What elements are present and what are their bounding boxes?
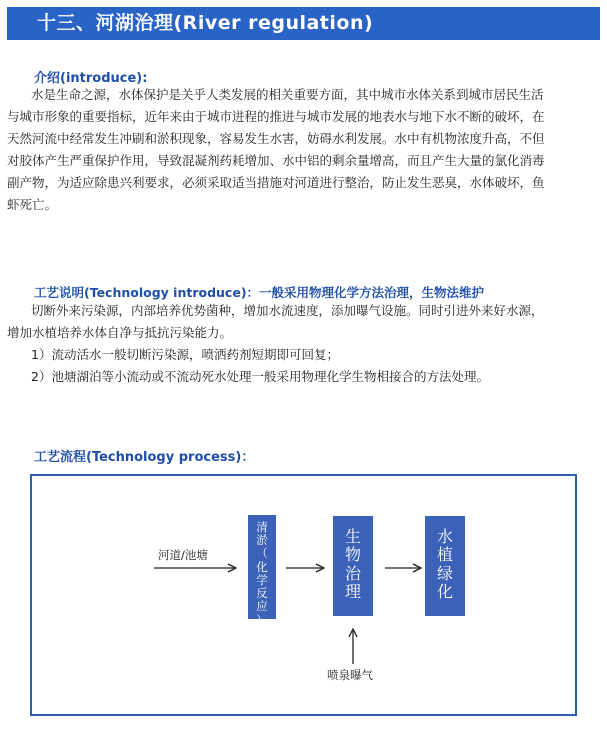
tech-line: 增加水植培养水体自净与抵抗污染能力。: [7, 325, 233, 340]
step-bio-treatment: 生 物 治 理: [333, 516, 373, 616]
intro-line: 天然河流中经常发生冲刷和淤积现象，容易发生水害，妨碍水利发展。水中有机物浓度升高，不但: [7, 131, 545, 146]
page-title: 十三、河湖治理(River regulation): [7, 7, 600, 40]
intro-line: 水是生命之源，水体保护是关乎人类发展的相关重要方面，其中城市水体关系到城市居民生活: [31, 87, 544, 102]
input-label: 河道/池塘: [158, 548, 208, 562]
tech-line: 切断外来污染源，内部培养优势菌种，增加水流速度，添加曝气设施。同时引进外来好水源，: [31, 303, 544, 318]
intro-line: 副产物，为适应除患兴利要求，必须采取适当措施对河道进行整治，防止发生恶臭，水体破坏，鱼: [7, 175, 545, 190]
tech-paragraph: [7, 300, 602, 388]
intro-line: 对胶体产生严重保护作用，导致混凝剂药耗增加、水中铝的剩余量增高，而且产生大量的氯化消毒: [7, 153, 545, 168]
intro-line: 虾死亡。: [7, 197, 58, 212]
intro-heading: 介绍(introduce):: [34, 71, 148, 86]
process-diagram: [30, 474, 577, 716]
aeration-label: 喷泉曝气: [327, 668, 373, 682]
intro-line: 与城市形象的重要指标，近年来由于城市进程的推进与城市发展的地表水与地下水不断的破坏，在: [7, 109, 545, 124]
arrow-right-icon: [154, 562, 242, 574]
arrow-right-icon: [385, 562, 425, 574]
step-dredging: 清 淤 （ 化 学 反 应 ）: [248, 515, 276, 619]
tech-line: 2）池塘湖泊等小流动或不流动死水处理一般采用物理化学生物相接合的方法处理。: [31, 369, 489, 384]
intro-paragraph: [7, 84, 602, 216]
tech-line: 1）流动活水一般切断污染源，喷洒药剂短期即可回复；: [31, 347, 339, 362]
step-plant-greening: 水 植 绿 化: [425, 516, 465, 616]
process-heading: 工艺流程(Technology process)：: [34, 450, 255, 465]
tech-heading: 工艺说明(Technology introduce)：一般采用物理化学方法治理，生物法维护: [34, 285, 485, 300]
arrow-up-icon: [347, 628, 359, 664]
arrow-right-icon: [286, 562, 328, 574]
